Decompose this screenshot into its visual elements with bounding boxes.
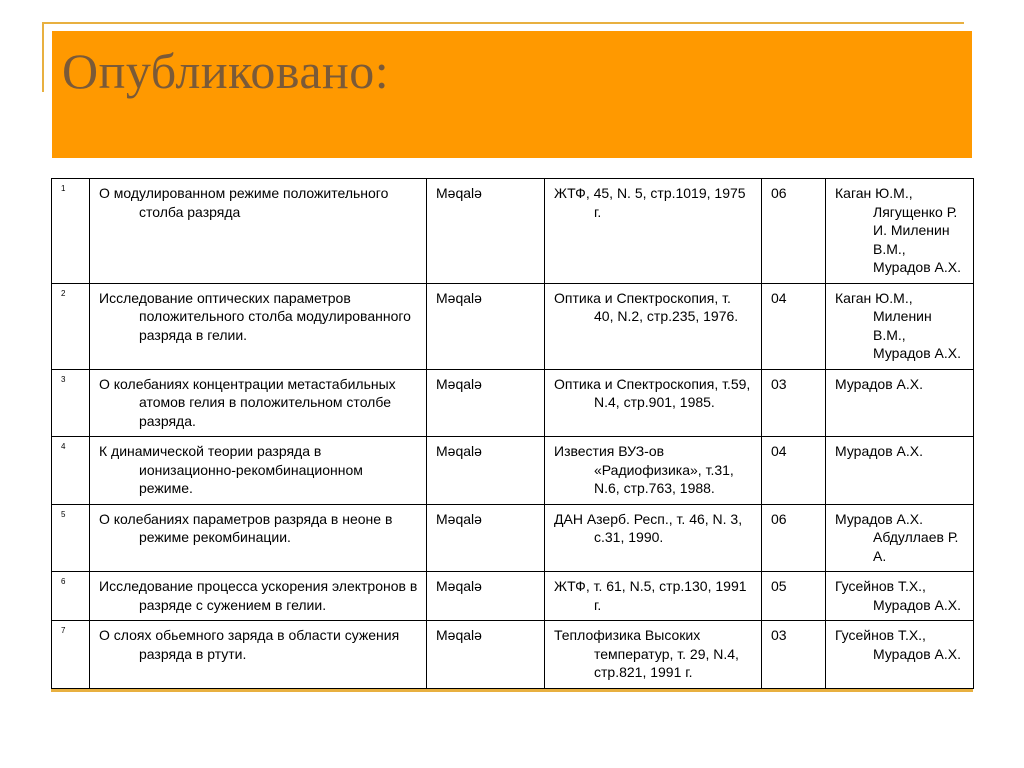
row-number: 5 xyxy=(52,504,90,572)
publication-pages: 04 xyxy=(762,437,826,505)
publication-authors: Мурадов А.Х. Абдуллаев Р. А. xyxy=(826,504,974,572)
publication-authors: Гусейнов Т.Х., Мурадов А.Х. xyxy=(826,621,974,689)
publication-source: ЖТФ, 45, N. 5, стр.1019, 1975 г. xyxy=(545,179,762,284)
frame-left-line xyxy=(42,22,44,92)
publication-type: Məqalə xyxy=(427,369,545,437)
publication-pages: 03 xyxy=(762,621,826,689)
publication-source: ДАН Азерб. Респ., т. 46, N. 3, с.31, 1990. xyxy=(545,504,762,572)
publication-source: ЖТФ, т. 61, N.5, стр.130, 1991 г. xyxy=(545,572,762,621)
publication-title: О колебаниях параметров разряда в неоне в режиме рекомбинации. xyxy=(90,504,427,572)
publication-pages: 04 xyxy=(762,283,826,369)
publication-title: О колебаниях концентрации метастабильных атомов гелия в положительном столбе разряда. xyxy=(90,369,427,437)
publication-title: О модулированном режиме положительного столба разряда xyxy=(90,179,427,284)
publication-pages: 06 xyxy=(762,179,826,284)
table-row xyxy=(52,437,974,505)
table-row xyxy=(52,621,974,689)
row-number: 6 xyxy=(52,572,90,621)
publication-source: Теплофизика Высоких температур, т. 29, N.4, стр.821, 1991 г. xyxy=(545,621,762,689)
publication-title: О слоях обьемного заряда в области сужения разряда в ртути. xyxy=(90,621,427,689)
row-number: 2 xyxy=(52,283,90,369)
publication-type: Məqalə xyxy=(427,504,545,572)
row-number: 4 xyxy=(52,437,90,505)
publication-type: Məqalə xyxy=(427,179,545,284)
publication-authors: Каган Ю.М., Лягущенко Р. И. Миленин В.М., Мурадов А.Х. xyxy=(826,179,974,284)
publication-source: Оптика и Спектроскопия, т. 40, N.2, стр.235, 1976. xyxy=(545,283,762,369)
publication-pages: 05 xyxy=(762,572,826,621)
publication-source: Известия ВУЗ-ов «Радиофизика», т.31, N.6, стр.763, 1988. xyxy=(545,437,762,505)
table-row xyxy=(52,179,974,284)
publication-authors: Каган Ю.М., Миленин В.М., Мурадов А.Х. xyxy=(826,283,974,369)
publication-type: Məqalə xyxy=(427,621,545,689)
publication-type: Məqalə xyxy=(427,283,545,369)
row-number: 1 xyxy=(52,179,90,284)
publication-title: Исследование процесса ускорения электронов в разряде с сужением в гелии. xyxy=(90,572,427,621)
table-row xyxy=(52,572,974,621)
publication-type: Məqalə xyxy=(427,572,545,621)
frame-top-line xyxy=(42,22,964,24)
table-row xyxy=(52,369,974,437)
bottom-rule xyxy=(51,689,973,692)
publication-title: Исследование оптических параметров положительного столба модулированного разряда в гелии. xyxy=(90,283,427,369)
publication-title: К динамической теории разряда в ионизационно-рекомбинационном режиме. xyxy=(90,437,427,505)
table-row xyxy=(52,504,974,572)
publication-pages: 03 xyxy=(762,369,826,437)
row-number: 3 xyxy=(52,369,90,437)
publication-source: Оптика и Спектроскопия, т.59, N.4, стр.901, 1985. xyxy=(545,369,762,437)
publication-authors: Мурадов А.Х. xyxy=(826,437,974,505)
publication-pages: 06 xyxy=(762,504,826,572)
publication-type: Məqalə xyxy=(427,437,545,505)
table-row xyxy=(52,283,974,369)
slide-title: Опубликовано: xyxy=(62,43,390,99)
publication-authors: Мурадов А.Х. xyxy=(826,369,974,437)
row-number: 7 xyxy=(52,621,90,689)
publication-authors: Гусейнов Т.Х., Мурадов А.Х. xyxy=(826,572,974,621)
publications-table xyxy=(51,178,974,689)
